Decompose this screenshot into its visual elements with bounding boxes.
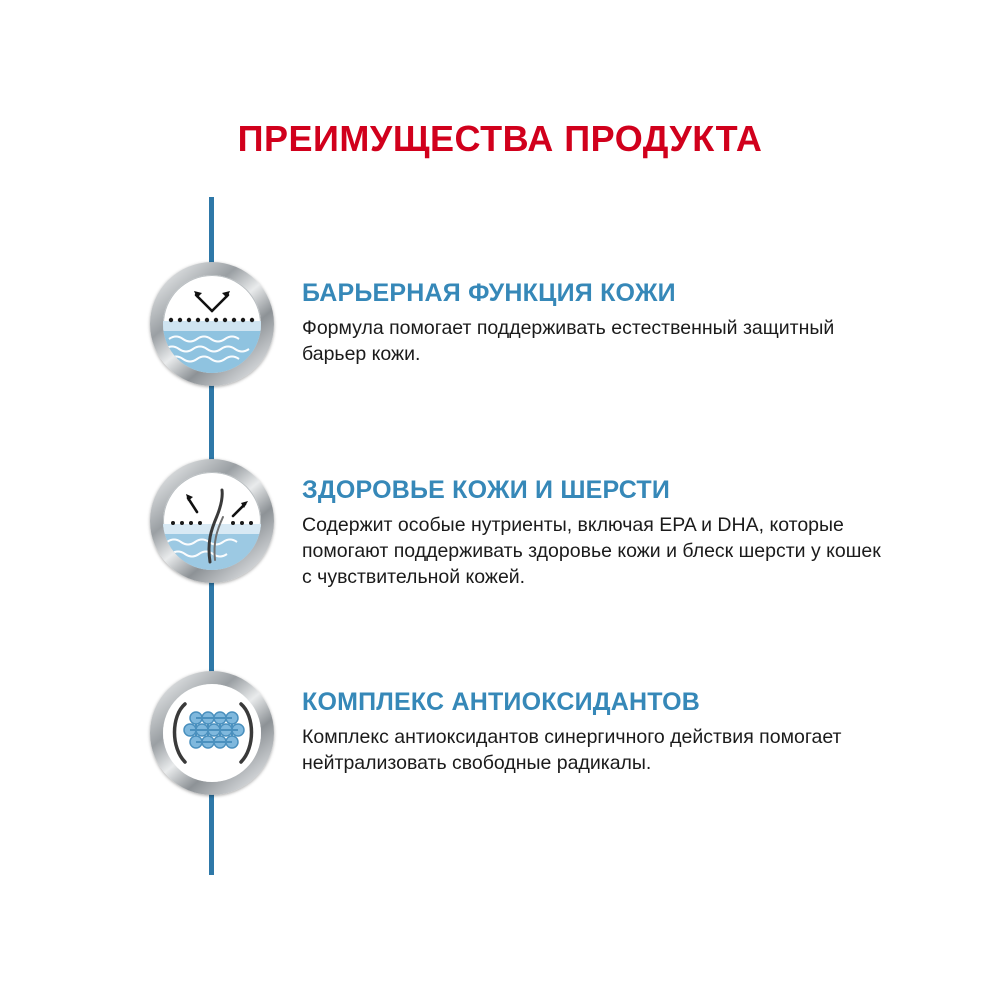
benefit-item-antioxidants	[150, 671, 930, 795]
benefit-body: Формула помогает поддерживать естественный защитный барьер кожи.	[302, 316, 835, 365]
benefit-text-block	[274, 459, 930, 590]
benefit-item-skin-and-coat	[150, 459, 930, 590]
benefit-icon-medallion	[150, 459, 274, 583]
page-title: ПРЕИМУЩЕСТВА ПРОДУКТА	[237, 118, 763, 159]
benefit-icon-medallion	[150, 262, 274, 386]
benefit-body: Содержит особые нутриенты, включая EPA и DHA, которые помогают поддерживать здоровье кожи и блеск шерсти у кошек с чувствительной кожей.	[302, 513, 881, 589]
benefit-icon-medallion	[150, 671, 274, 795]
skin-and-coat-health-icon	[163, 472, 261, 570]
benefit-heading: ЗДОРОВЬЕ КОЖИ И ШЕРСТИ	[302, 476, 671, 504]
antioxidant-complex-icon	[163, 684, 261, 782]
benefit-heading: КОМПЛЕКС АНТИОКСИДАНТОВ	[302, 688, 701, 716]
skin-barrier-icon	[163, 275, 261, 373]
benefit-body: Комплекс антиоксидантов синергичного действия помогает нейтрализовать свободные радикалы.	[302, 725, 842, 774]
benefit-item-skin-barrier	[150, 262, 930, 386]
benefit-text-block	[274, 671, 930, 776]
benefit-heading: БАРЬЕРНАЯ ФУНКЦИЯ КОЖИ	[302, 279, 676, 307]
benefit-text-block	[274, 262, 930, 367]
